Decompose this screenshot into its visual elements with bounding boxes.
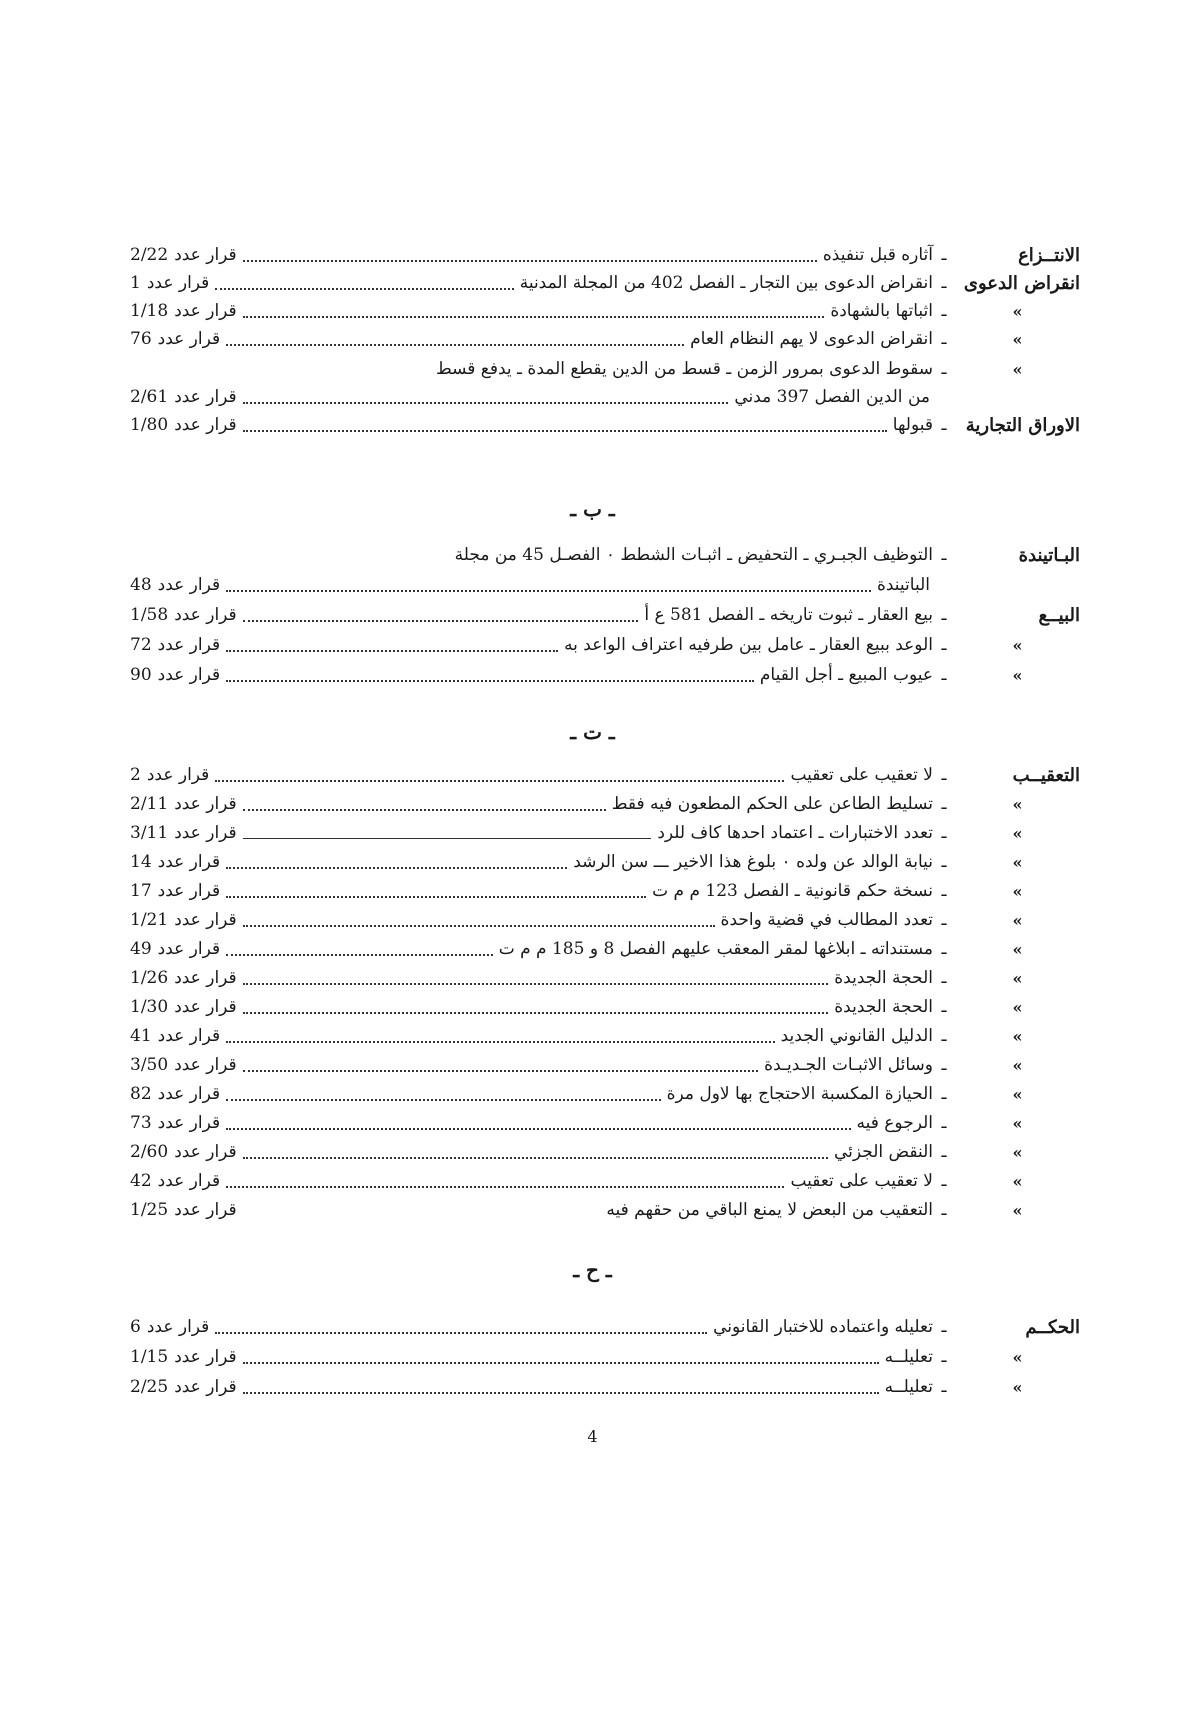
entry-subject: انقراض الدعوى بين التجار ـ الفصل 402 من المجلة المدنية: [519, 273, 933, 293]
decision-ref: [130, 1347, 237, 1367]
decision-ref: [130, 968, 237, 988]
decision-label: قرار عدد: [174, 910, 237, 930]
decision-label: قرار عدد: [157, 665, 221, 685]
entry-subject: تعدد المطالب في قضية واحدة: [720, 910, 933, 930]
ditto-mark: »: [1012, 852, 1023, 872]
decision-number: 2/11: [130, 794, 169, 814]
index-entry: [130, 1050, 1080, 1080]
entry-subject: لا تعقيب على تعقيب: [790, 1171, 933, 1191]
decision-number: 1/25: [130, 1200, 169, 1220]
decision-label: قرار عدد: [146, 1317, 210, 1337]
dot-leader: [226, 1098, 660, 1101]
dot-leader: [226, 1127, 850, 1130]
decision-ref: [130, 415, 237, 435]
entry-subject: النقض الجزئي: [833, 1142, 933, 1162]
entry-topic: الحكــم: [1025, 1316, 1080, 1338]
entry-dash: ـ: [941, 765, 947, 785]
entry-subject: الحيازة المكسبة الاحتجاج بها لاول مرة: [666, 1084, 933, 1104]
decision-label: قرار عدد: [174, 968, 237, 988]
decision-number: 1/58: [130, 605, 169, 625]
dot-leader: [243, 429, 887, 432]
entry-dash: ـ: [941, 794, 947, 814]
decision-label: قرار عدد: [174, 794, 237, 814]
decision-number: 49: [130, 939, 152, 959]
decision-ref: [130, 823, 237, 843]
ditto-mark: »: [1012, 1026, 1023, 1046]
decision-ref: [130, 794, 237, 814]
ditto-mark: »: [1012, 301, 1023, 321]
dot-leader: [215, 779, 784, 782]
dot-leader: [243, 1011, 829, 1014]
entry-subject: سقوط الدعوى بمرور الزمن ـ قسط من الدين يقطع المدة ـ يدفع قسط: [435, 359, 933, 379]
dot-leader: [243, 808, 606, 811]
decision-label: قرار عدد: [174, 605, 237, 625]
decision-number: 2/60: [130, 1142, 169, 1162]
dot-leader: [243, 924, 715, 927]
decision-label: قرار عدد: [174, 823, 237, 843]
decision-label: قرار عدد: [157, 1026, 221, 1046]
entry-subject: انقراض الدعوى لا يهم النظام العام: [690, 329, 933, 349]
decision-number: 17: [130, 881, 152, 901]
ditto-mark: »: [1012, 329, 1023, 349]
ditto-mark: »: [1012, 1171, 1023, 1191]
leader-space: [243, 1215, 601, 1216]
decision-number: 2/61: [130, 387, 169, 407]
ditto-mark: »: [1012, 359, 1023, 379]
decision-number: 48: [130, 575, 152, 595]
index-entry: [130, 1166, 1080, 1196]
index-entry: [130, 1021, 1080, 1051]
decision-label: قرار عدد: [157, 329, 221, 349]
entry-subject: آثاره قبل تنفيذه: [822, 245, 933, 265]
entry-dash: ـ: [941, 881, 947, 901]
entry-subject: مستنداته ـ ابلاغها لمقر المعقب عليهم الفصل 8 و 185 م م ت: [498, 939, 933, 959]
ditto-mark: »: [1012, 1142, 1023, 1162]
decision-ref: [130, 1113, 220, 1133]
decision-ref: [130, 910, 237, 930]
entry-dash: ـ: [941, 1200, 947, 1220]
entry-dash: ـ: [941, 1084, 947, 1104]
decision-label: قرار عدد: [174, 1377, 237, 1397]
entry-dash: ـ: [941, 359, 947, 379]
dot-leader: [243, 1069, 759, 1072]
entry-topic: الاوراق التجارية: [965, 414, 1080, 436]
ditto-mark: »: [1012, 665, 1023, 685]
entry-dash: ـ: [941, 273, 947, 293]
entry-subject: تعدد الاختبارات ـ اعتماد احدها كاف للرد: [657, 823, 933, 843]
dot-leader: [243, 1391, 879, 1394]
dot-leader: [243, 982, 829, 985]
entry-subject: تعليلــه: [884, 1377, 933, 1397]
entry-subject: الحجة الجديدة: [834, 968, 933, 988]
entry-dash: ـ: [941, 968, 947, 988]
decision-number: 14: [130, 852, 152, 872]
ditto-mark: »: [1012, 823, 1023, 843]
entry-subject: التعقيب من البعض لا يمنع الباقي من حقهم فيه: [606, 1200, 933, 1220]
dot-leader: [243, 1156, 828, 1159]
entry-subject: عيوب المبيع ـ أجل القيام: [759, 665, 933, 685]
ditto-mark: »: [1012, 635, 1023, 655]
dot-leader: [226, 1040, 775, 1043]
entry-dash: ـ: [941, 997, 947, 1017]
entry-subject: نيابة الوالد عن ولده ٠ بلوغ هذا الاخير ـــ سن الرشد: [573, 852, 933, 872]
decision-number: 1/26: [130, 968, 169, 988]
decision-label: قرار عدد: [174, 245, 237, 265]
entry-dash: ـ: [941, 910, 947, 930]
ditto-mark: »: [1012, 1200, 1023, 1220]
entry-dash: ـ: [941, 245, 947, 265]
entry-dash: ـ: [941, 329, 947, 349]
ditto-mark: »: [1012, 1055, 1023, 1075]
entry-subject: بيع العقار ـ ثبوت تاريخه ـ الفصل 581 ع أ: [644, 605, 933, 625]
decision-ref: [130, 1084, 220, 1104]
dot-leader: [243, 315, 825, 318]
decision-number: 1/80: [130, 415, 169, 435]
decision-ref: [130, 301, 237, 321]
decision-number: 2/22: [130, 245, 169, 265]
entry-subject: تعليله واعتماده للاختبار القانوني: [713, 1317, 933, 1337]
ditto-mark: »: [1012, 968, 1023, 988]
entry-dash: ـ: [941, 939, 947, 959]
dot-leader: [226, 895, 646, 898]
entry-topic: الانتــزاع: [1018, 244, 1080, 266]
decision-number: 2: [130, 765, 141, 785]
decision-number: 2/25: [130, 1377, 169, 1397]
entry-subject-continuation: من الدين الفصل 397 مدني: [734, 387, 930, 407]
decision-ref: [130, 329, 220, 349]
entry-dash: ـ: [941, 852, 947, 872]
dot-leader: [226, 1185, 784, 1188]
entry-subject: اثباتها بالشهادة: [830, 301, 933, 321]
index-entry-continuation: [130, 382, 930, 412]
entry-dash: ـ: [941, 1142, 947, 1162]
entry-subject: تسليط الطاعن على الحكم المطعون فيه فقط: [611, 794, 933, 814]
decision-label: قرار عدد: [157, 1171, 221, 1191]
entry-topic: التعقيــب: [1012, 764, 1080, 786]
index-entry: [130, 630, 1080, 660]
index-entry: [130, 1372, 1080, 1402]
decision-label: قرار عدد: [174, 1055, 237, 1075]
dot-leader: [243, 619, 639, 622]
index-entry: [130, 600, 1080, 630]
decision-label: قرار عدد: [157, 852, 221, 872]
page-number: 4: [587, 1427, 598, 1446]
entry-subject-continuation: الباتيندة: [876, 575, 930, 595]
entry-dash: ـ: [941, 1055, 947, 1075]
decision-ref: [130, 605, 237, 625]
entry-dash: ـ: [941, 635, 947, 655]
decision-label: قرار عدد: [157, 1084, 221, 1104]
entry-subject: الرجوع فيه: [856, 1113, 933, 1133]
dot-leader: [243, 1361, 879, 1364]
decision-ref: [130, 387, 237, 407]
index-entry: [130, 240, 1080, 270]
entry-dash: ـ: [941, 605, 947, 625]
dot-leader: [226, 866, 567, 869]
decision-label: قرار عدد: [174, 387, 237, 407]
entry-dash: ـ: [941, 665, 947, 685]
index-entry: [130, 1137, 1080, 1167]
dot-leader: [215, 287, 513, 290]
index-entry: [130, 1108, 1080, 1138]
entry-dash: ـ: [941, 1347, 947, 1367]
decision-ref: [130, 245, 237, 265]
decision-label: قرار عدد: [174, 997, 237, 1017]
decision-ref: [130, 1377, 237, 1397]
decision-label: قرار عدد: [174, 415, 237, 435]
index-entry: [130, 1079, 1080, 1109]
entry-dash: ـ: [941, 1026, 947, 1046]
ditto-mark: »: [1012, 910, 1023, 930]
decision-number: 1/18: [130, 301, 169, 321]
decision-label: قرار عدد: [174, 1200, 237, 1220]
entry-dash: ـ: [941, 1113, 947, 1133]
index-entry: [130, 1312, 1080, 1342]
decision-number: 76: [130, 329, 152, 349]
index-entry: [130, 934, 1080, 964]
index-entry: [130, 905, 1080, 935]
entry-topic: انقراض الدعوى: [963, 272, 1080, 294]
dot-leader: [215, 1331, 707, 1334]
dot-leader: [226, 679, 754, 682]
ditto-mark: »: [1012, 1113, 1023, 1133]
ditto-mark: »: [1012, 881, 1023, 901]
decision-number: 3/11: [130, 823, 169, 843]
decision-ref: [130, 1026, 220, 1046]
dot-leader: [226, 953, 493, 956]
entry-subject: الوعد ببيع العقار ـ عامل بين طرفيه اعتراف الواعد به: [564, 635, 933, 655]
entry-dash: ـ: [941, 1377, 947, 1397]
entry-dash: ـ: [941, 1171, 947, 1191]
entry-subject: الحجة الجديدة: [834, 997, 933, 1017]
index-entry: [130, 992, 1080, 1022]
index-entry: [130, 1195, 1080, 1225]
dot-leader: [226, 343, 684, 346]
decision-number: 1/30: [130, 997, 169, 1017]
entry-dash: ـ: [941, 415, 947, 435]
ditto-mark: »: [1012, 1084, 1023, 1104]
ditto-mark: »: [1012, 939, 1023, 959]
decision-number: 73: [130, 1113, 152, 1133]
decision-label: قرار عدد: [157, 575, 221, 595]
index-entry-continuation: [130, 570, 930, 600]
decision-ref: [130, 1055, 237, 1075]
decision-label: قرار عدد: [157, 881, 221, 901]
index-entry: [130, 296, 1080, 326]
index-entry: [130, 789, 1080, 819]
index-entry: [130, 324, 1080, 354]
decision-ref: [130, 1171, 220, 1191]
decision-ref: [130, 635, 220, 655]
section-heading: ـ ب ـ: [570, 497, 615, 521]
index-entry: [130, 760, 1080, 790]
ditto-mark: »: [1012, 794, 1023, 814]
decision-ref: [130, 852, 220, 872]
ditto-mark: »: [1012, 1347, 1023, 1367]
decision-number: 1/21: [130, 910, 169, 930]
decision-label: قرار عدد: [174, 301, 237, 321]
decision-ref: [130, 939, 220, 959]
entry-dash: ـ: [941, 301, 947, 321]
dot-leader: [243, 259, 817, 262]
index-entry: [130, 818, 1080, 848]
decision-label: قرار عدد: [157, 635, 221, 655]
decision-number: 3/50: [130, 1055, 169, 1075]
solid-leader: [243, 837, 652, 839]
decision-label: قرار عدد: [174, 1142, 237, 1162]
entry-subject: تعليلــه: [884, 1347, 933, 1367]
entry-subject: التوظيف الجبـري ـ التحفيض ـ اثبـات الشطط ٠ الفصـل 45 من مجلة: [454, 545, 933, 565]
decision-number: 90: [130, 665, 152, 685]
index-entry: [130, 963, 1080, 993]
index-entry: [130, 540, 1080, 570]
entry-dash: ـ: [941, 823, 947, 843]
entry-topic: البـاتيندة: [1018, 544, 1080, 566]
index-entry: [130, 660, 1080, 690]
decision-ref: [130, 1317, 209, 1337]
decision-number: 72: [130, 635, 152, 655]
decision-ref: [130, 1142, 237, 1162]
index-entry: [130, 268, 1080, 298]
decision-ref: [130, 665, 220, 685]
decision-ref: [130, 273, 209, 293]
ditto-mark: »: [1012, 1377, 1023, 1397]
entry-subject: لا تعقيب على تعقيب: [790, 765, 933, 785]
entry-subject: قبولها: [892, 415, 933, 435]
entry-topic: البيــع: [1038, 604, 1080, 626]
decision-label: قرار عدد: [146, 273, 210, 293]
index-entry: [130, 410, 1080, 440]
decision-ref: [130, 1200, 237, 1220]
index-entry: [130, 354, 1080, 384]
entry-subject: نسخة حكم قانونية ـ الفصل 123 م م ت: [652, 881, 933, 901]
decision-number: 1/15: [130, 1347, 169, 1367]
decision-ref: [130, 575, 220, 595]
decision-ref: [130, 765, 209, 785]
section-heading: ـ ت ـ: [570, 720, 615, 744]
decision-ref: [130, 881, 220, 901]
entry-dash: ـ: [941, 1317, 947, 1337]
ditto-mark: »: [1012, 997, 1023, 1017]
index-entry: [130, 876, 1080, 906]
entry-subject: الدليل القانوني الجديد: [780, 1026, 933, 1046]
decision-label: قرار عدد: [157, 939, 221, 959]
index-entry: [130, 847, 1080, 877]
decision-ref: [130, 997, 237, 1017]
dot-leader: [226, 649, 558, 652]
entry-subject: وسائل الاثبـات الجـديـدة: [764, 1055, 933, 1075]
decision-number: 41: [130, 1026, 152, 1046]
section-heading: ـ ح ـ: [573, 1258, 612, 1282]
decision-number: 6: [130, 1317, 141, 1337]
dot-leader: [243, 401, 729, 404]
entry-dash: ـ: [941, 545, 947, 565]
decision-number: 42: [130, 1171, 152, 1191]
index-entry: [130, 1342, 1080, 1372]
decision-label: قرار عدد: [146, 765, 210, 785]
decision-label: قرار عدد: [174, 1347, 237, 1367]
dot-leader: [226, 589, 871, 592]
decision-label: قرار عدد: [157, 1113, 221, 1133]
decision-number: 1: [130, 273, 141, 293]
decision-number: 82: [130, 1084, 152, 1104]
